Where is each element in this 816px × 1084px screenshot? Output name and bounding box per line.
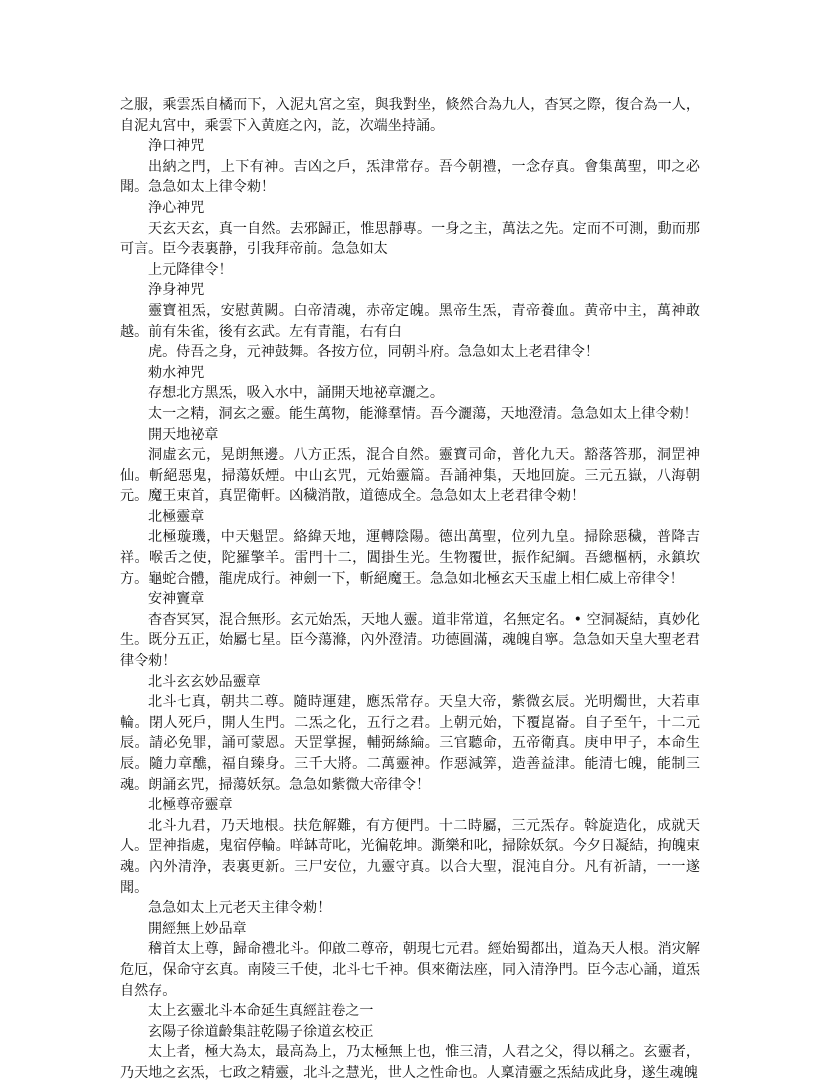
paragraph: 出納之門，上下有神。吉凶之戶，炁津常存。吾今朝禮，一念存真。會集萬聖，叩之必聞。急急如太上律令勑！	[120, 158, 700, 196]
paragraph: 太上者，極大為太，最高為上，乃太極無上也，惟三清，人君之父，得以稱之。玄靈者，乃天地之玄炁，七政之精靈，北斗之慧光，世人之性命也。人稟清靈之炁結成此身，遂生魂魄	[120, 1044, 700, 1081]
section-heading: 北斗玄玄妙品靈章	[148, 673, 261, 690]
volume-title: 太上玄靈北斗本命延生真經註卷之一	[148, 1003, 374, 1020]
paragraph: 北斗七真，朝共二尊。隨時運建，應炁常存。天皇大帝，紫微玄辰。光明燭世，大若車輪。閉人死戶，開人生門。二炁之化，五行之君。上朝元始，下覆崑崙。自子至午，十二元辰。請必免罪，誦可蒙恩。天罡掌握，輔弼絲綸。三官聽命，五帝衛真。庚申甲子，本命生辰。隨力章醮，福自臻身。三千大將。二萬靈神。作惡減筭，造善益津。能清七魄，能制三魂。朗誦玄咒，掃蕩妖氛。急急如紫微大帝律令！	[120, 694, 700, 793]
paragraph: 存想北方黑炁，吸入水中，誦開天地祕章灑之。	[148, 385, 444, 402]
section-heading: 北極靈章	[148, 508, 205, 525]
section-heading: 開天地祕章	[148, 426, 219, 443]
annotator-credit: 玄陽子徐道齡集註乾陽子徐道玄校正	[148, 1023, 374, 1040]
paragraph: 之服，乘雲炁自橘而下，入泥丸宮之室，與我對坐，倐然合為九人，杳冥之際，復合為一人，自泥丸宮中，乘雲下入黄庭之內，訖，次端坐持誦。	[120, 97, 700, 134]
paragraph: 北極璇璣，中天魁罡。絡緯天地，運轉陰陽。德出萬聖，位列九皇。掃除惡穢，普降吉祥。喉舌之使，陀羅擎羊。雷門十二，閶掛生光。生物覆世，振作紀綱。吾總樞柄，永鎮坎方。龜蛇合體，龍虎成行。神劍一下，斬絕魔王。急急如北極玄天玉虛上相仁威上帝律令！	[120, 529, 700, 587]
paragraph: 洞虛玄元，晃朗無邊。八方正炁，混合自然。靈寶司命，普化九天。豁落答那，洞罡神仙。斬絕惡鬼，掃蕩妖煙。中山玄咒，元始靈篇。吾誦神集，天地回旋。三元五嶽，八海朝元。魔王束首，真罡衛軒。凶穢消散，道德成全。急急如太上老君律令勑！	[120, 447, 700, 505]
section-heading: 浄口神咒	[148, 138, 205, 155]
section-heading: 勑水神咒	[148, 364, 205, 381]
paragraph: 急急如太上元老天主律令勑！	[148, 900, 332, 917]
paragraph: 上元降律令！	[148, 261, 233, 278]
paragraph: 靈寶祖炁，安慰黄闕。白帝清魂，赤帝定魄。黑帝生炁，青帝養血。黄帝中主，萬神敢越。前有朱雀，後有玄武。左有青龍，右有白	[120, 302, 700, 340]
section-heading: 安神竇章	[148, 591, 205, 608]
paragraph: 天玄天玄，真一自然。去邪歸正，惟思靜專。一身之主，萬法之先。定而不可測，動而那可言。臣今表裏静，引我拜帝前。急急如太	[120, 220, 700, 258]
paragraph: 杳杳冥冥，混合無形。玄元始炁，天地人靈。道非常道，名無定名。• 空洞凝結，真妙化生。既分五正，始屬七星。臣今蕩滌，內外澄清。功德圓滿，魂魄自寧。急急如天皇大聖老君律令勑！	[120, 611, 700, 670]
section-heading: 浄心神咒	[148, 199, 205, 216]
paragraph: 北斗九君，乃天地根。扶危解難，有方便門。十二時屬，三元炁存。斡旋造化，成就天人。罡神指處，鬼宿停輪。咩缽苛叱，光徧乾坤。澌樂和叱，掃除妖氛。今夕日凝結，拘魄束魂。內外清浄，表裏更新。三尸安位，九靈守真。以合大聖，混沌自分。凡有祈請，一一遂聞。	[120, 817, 700, 896]
section-heading: 開經無上妙品章	[148, 920, 247, 937]
paragraph: 稽首太上尊，歸命禮北斗。仰啟二尊帝，朝現七元君。經始蜀都出，道為天人根。消灾解危厄，保命守玄真。南陵三千使，北斗七千神。俱來衛法座，同入清浄門。臣今志心誦，道炁自然存。	[120, 941, 700, 999]
paragraph: 太一之精，洞玄之靈。能生萬物，能滌羣情。吾今灑蕩，天地澄清。急急如太上律令勑！	[148, 405, 698, 422]
section-heading: 浄身神咒	[148, 282, 205, 299]
paragraph: 虎。侍吾之身，元神鼓舞。各按方位，同朝斗府。急急如太上老君律令！	[148, 344, 599, 361]
document-page	[120, 95, 700, 1084]
section-heading: 北極尊帝靈章	[148, 797, 233, 814]
